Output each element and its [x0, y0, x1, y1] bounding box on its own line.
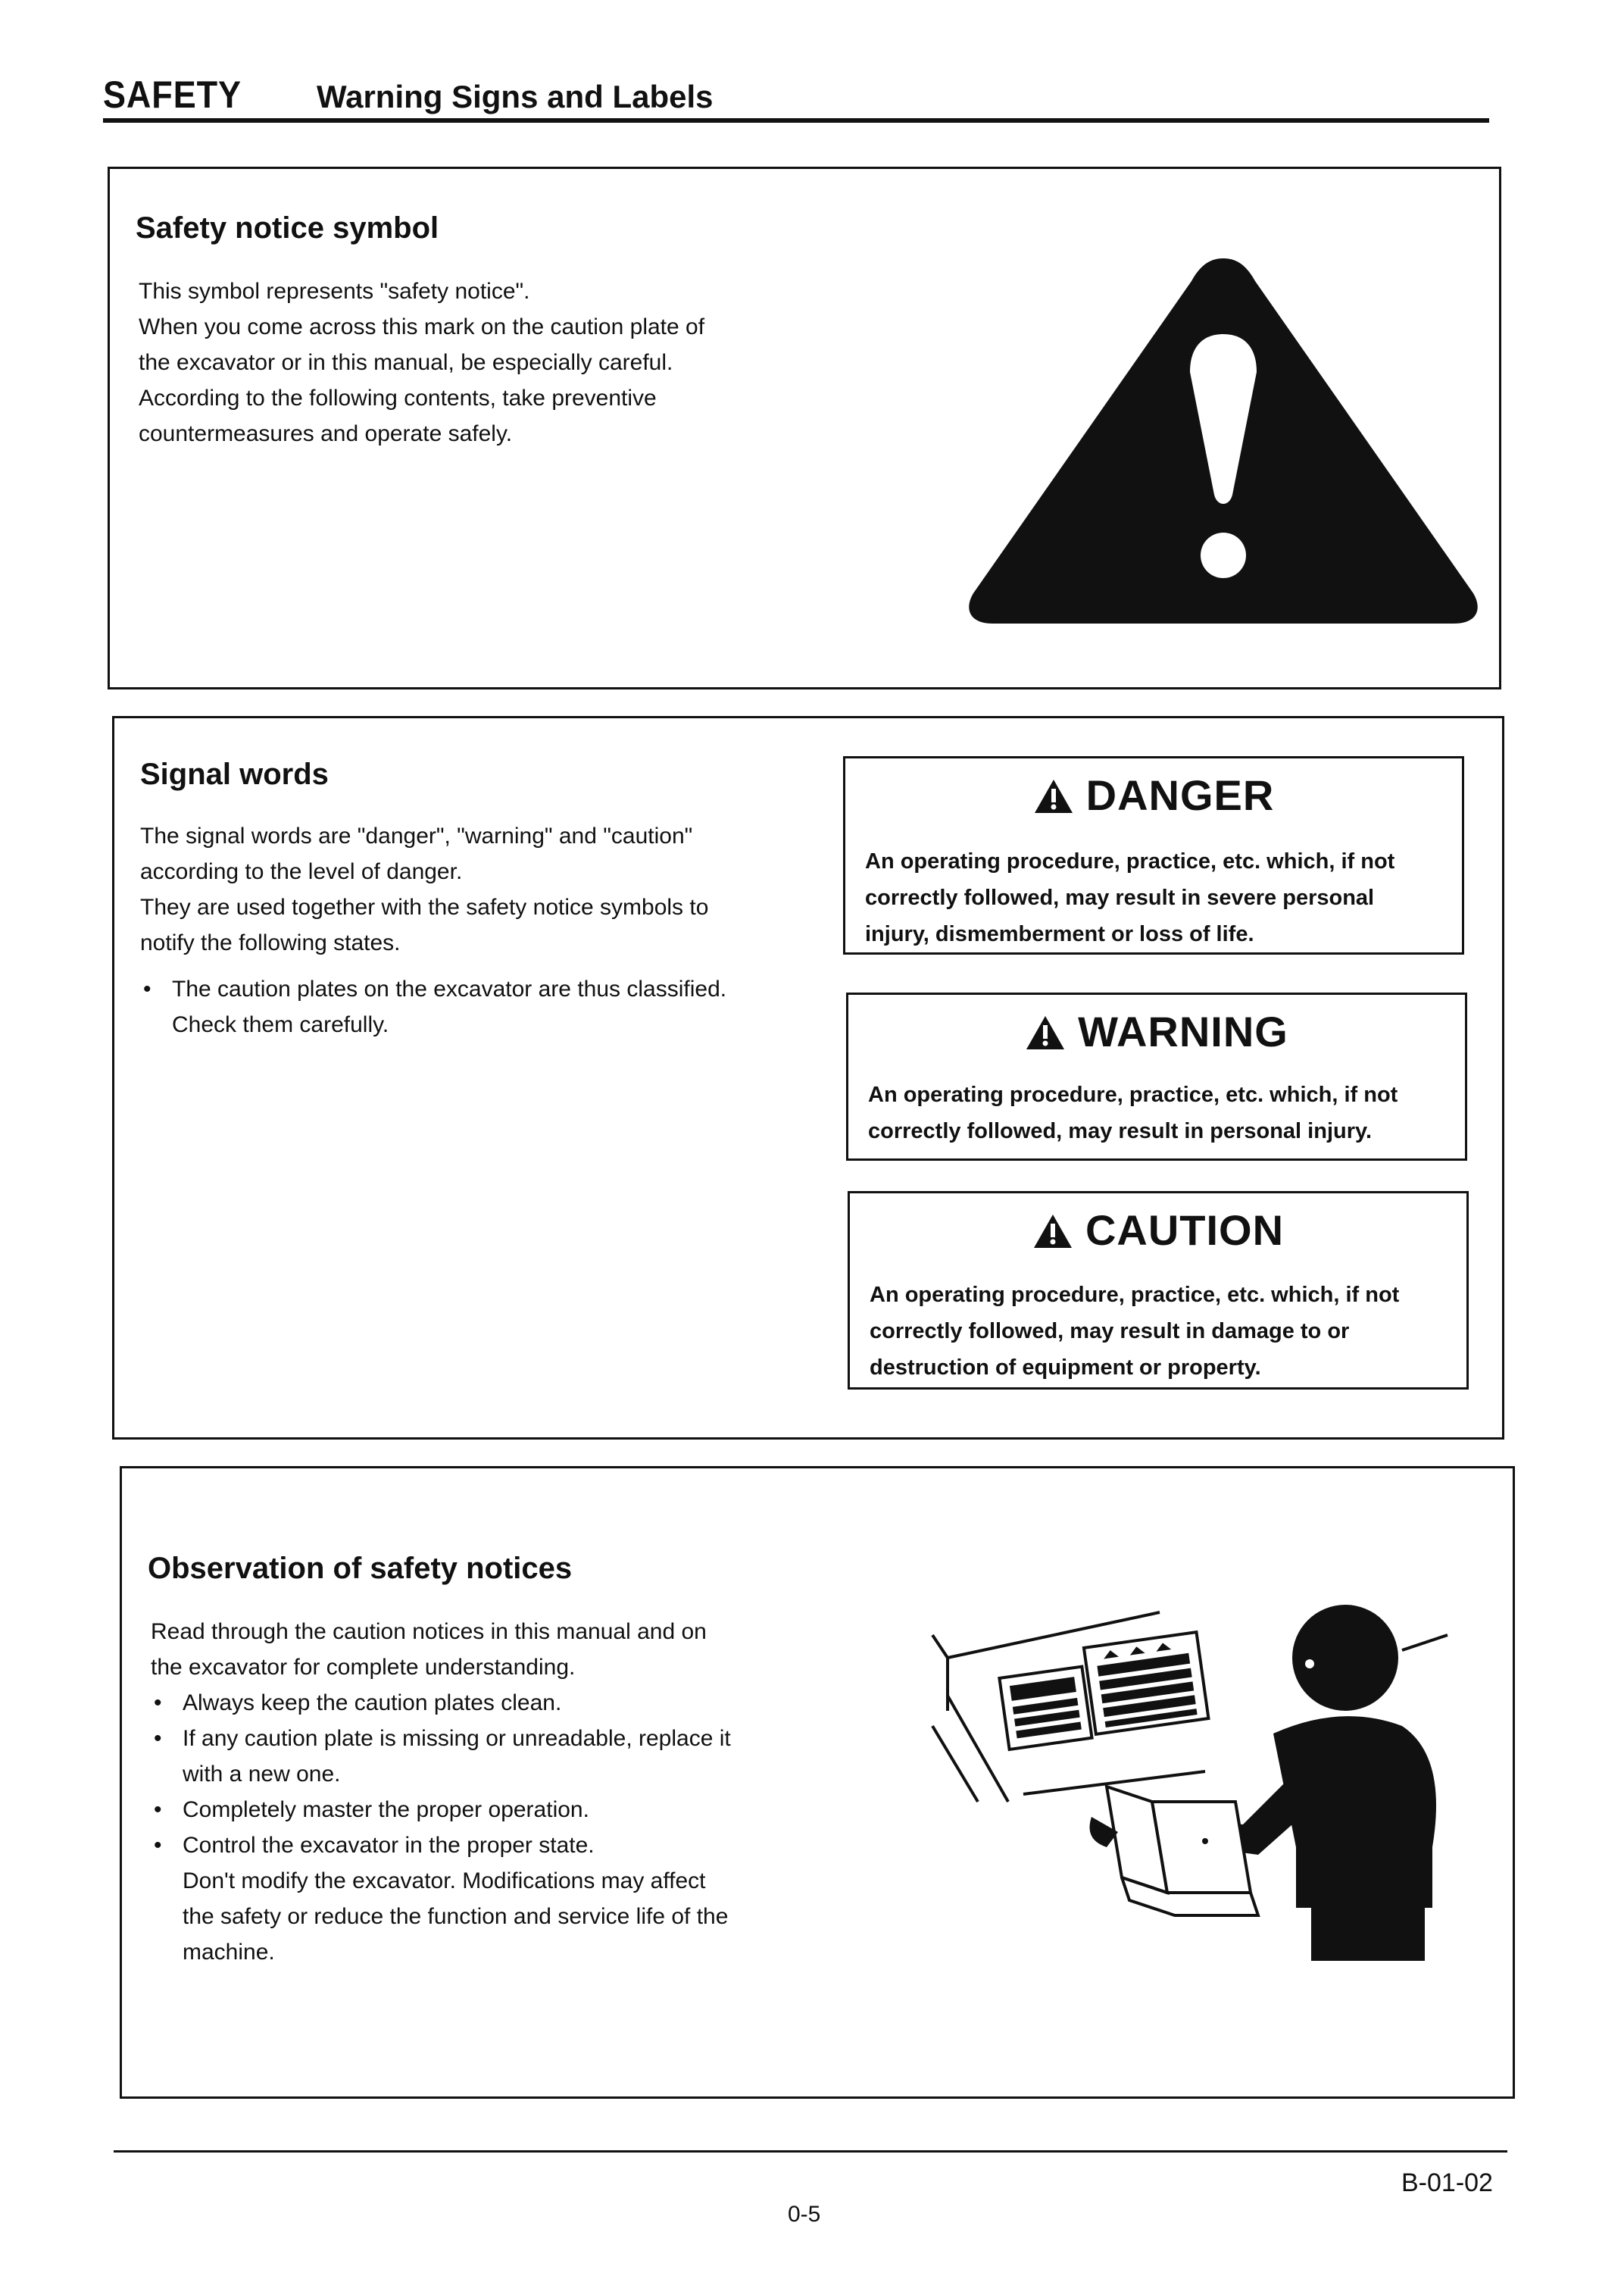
caution-description	[870, 1277, 1451, 1386]
bullet-item: • Always keep the caution plates clean.	[151, 1685, 832, 1721]
danger-description	[865, 843, 1447, 952]
text-line: the safety or reduce the function and service life of the	[183, 1904, 729, 1929]
danger-label	[843, 756, 1464, 955]
warning-triangle-icon	[1025, 1015, 1066, 1051]
text-line: An operating procedure, practice, etc. which, if not	[870, 1283, 1400, 1307]
text-line: according to the level of danger.	[140, 859, 463, 884]
text-line: countermeasures and operate safely.	[139, 421, 513, 446]
observation-panel	[120, 1466, 1515, 2099]
safety-notice-heading: Safety notice symbol	[136, 211, 439, 245]
signal-word: DANGER	[1085, 771, 1275, 819]
signal-words-panel	[112, 716, 1504, 1440]
text-line: They are used together with the safety notice symbols to	[140, 895, 709, 920]
text-line: destruction of equipment or property.	[870, 1355, 1261, 1380]
signal-words-text	[140, 818, 822, 1043]
text-line: The signal words are "danger", "warning" and "caution"	[140, 824, 693, 849]
page-title: Warning Signs and Labels	[317, 79, 714, 114]
header-divider	[103, 118, 1489, 123]
section-label: SAFETY	[103, 73, 242, 116]
danger-heading	[845, 771, 1462, 820]
text-line: notify the following states.	[140, 930, 401, 955]
text-line: When you come across this mark on the caution plate of	[139, 314, 705, 339]
safety-notice-text	[139, 274, 926, 452]
signal-word: WARNING	[1078, 1008, 1288, 1055]
text-line: According to the following contents, take preventive	[139, 386, 657, 411]
caution-heading	[850, 1205, 1466, 1255]
person-reading-manual-illustration	[917, 1574, 1508, 1968]
footer-divider	[114, 2150, 1507, 2153]
document-code: B-01-02	[1401, 2168, 1493, 2197]
text-line: correctly followed, may result in severe personal	[865, 886, 1375, 910]
text-line: correctly followed, may result in personal injury.	[868, 1119, 1373, 1143]
text-line: with a new one.	[183, 1762, 341, 1787]
text-line: the excavator or in this manual, be especially careful.	[139, 350, 673, 375]
caution-label	[848, 1191, 1469, 1390]
page-number: 0-5	[788, 2202, 821, 2227]
text-line: machine.	[183, 1940, 275, 1965]
signal-word: CAUTION	[1085, 1206, 1285, 1254]
text-line: the excavator for complete understanding.	[151, 1655, 576, 1680]
safety-notice-panel	[108, 167, 1501, 689]
text-line: This symbol represents "safety notice".	[139, 279, 530, 304]
warning-description	[868, 1077, 1450, 1149]
bullet-item: • The caution plates on the excavator are thus classified.	[140, 971, 822, 1007]
observation-text	[151, 1614, 832, 1970]
text-line: Read through the caution notices in this manual and on	[151, 1619, 707, 1644]
text-line: An operating procedure, practice, etc. which, if not	[865, 849, 1395, 874]
text-line: Don't modify the excavator. Modifications may affect	[183, 1868, 706, 1893]
text-line: An operating procedure, practice, etc. which, if not	[868, 1083, 1398, 1107]
bullet-item: • Completely master the proper operation.	[151, 1792, 832, 1827]
warning-label	[846, 993, 1467, 1161]
bullet-item: • Control the excavator in the proper state.	[151, 1827, 832, 1863]
bullet-item: • If any caution plate is missing or unreadable, replace it	[151, 1721, 832, 1756]
signal-words-heading: Signal words	[140, 758, 329, 791]
observation-heading: Observation of safety notices	[148, 1552, 573, 1585]
warning-heading	[848, 1007, 1465, 1056]
warning-triangle-icon	[1032, 1213, 1073, 1249]
text-line: correctly followed, may result in damage to or	[870, 1319, 1350, 1343]
warning-triangle-icon	[1033, 778, 1074, 814]
text-line: Check them carefully.	[172, 1012, 389, 1037]
warning-triangle-icon	[958, 245, 1488, 639]
page-header	[103, 73, 1489, 118]
text-line: injury, dismemberment or loss of life.	[865, 922, 1254, 946]
